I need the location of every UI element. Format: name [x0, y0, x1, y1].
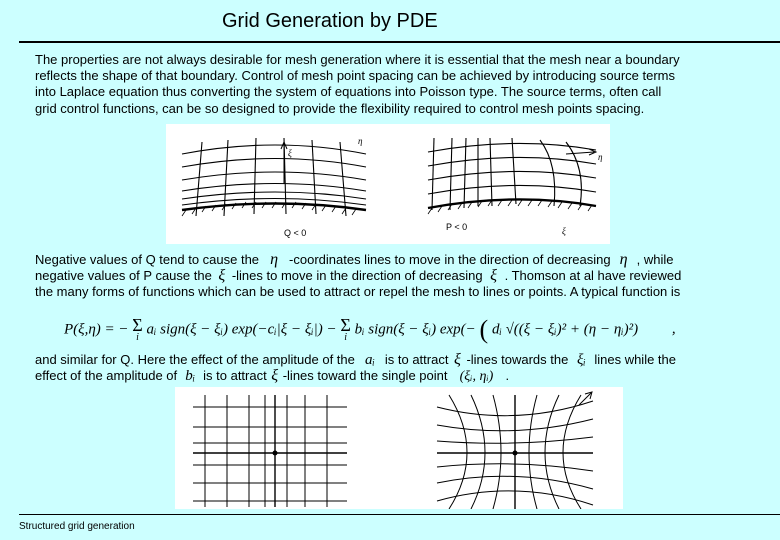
eta-label-right: η [598, 152, 603, 162]
xi-symbol: ξ [218, 267, 226, 285]
q-negative-label: Q < 0 [284, 228, 307, 238]
equation-p-function [64, 315, 676, 345]
eq-term-3: dᵢ √((ξ − ξᵢ)² + (η − ηᵢ)²) [491, 321, 639, 338]
para3-text: -lines towards the [466, 352, 569, 367]
eq-sum-2 [340, 317, 350, 343]
para3-text: and similar for Q. Here the effect of the amplitude of the [35, 352, 355, 367]
xi-symbol: ξ [490, 267, 497, 285]
xi-symbol: ξ [271, 367, 279, 385]
para3-text: . [505, 368, 510, 384]
attraction-point-right [513, 451, 518, 456]
footer-text: Structured grid generation [19, 521, 135, 532]
point-symbol: (ξᵢ, ηᵢ) [459, 369, 494, 385]
grid-line-attraction [193, 395, 347, 507]
intro-line: into Laplace equation thus converting the system of equations into Poisson type. The source terms, often call [35, 84, 662, 100]
eq-paren: ( [479, 315, 489, 344]
eq-sum-sign: Σ [340, 315, 351, 335]
para3-line-1 [35, 352, 676, 368]
xi-label-left: ξ [288, 148, 292, 158]
para2-line-2 [35, 268, 681, 284]
eta-symbol: η [270, 251, 278, 268]
attraction-point-left [273, 451, 278, 456]
eq-sum-index: i [136, 332, 139, 343]
eta-label-left: η [358, 136, 363, 146]
eq-sum-1 [132, 317, 142, 343]
intro-line: grid control functions, can be so designed to provide the flexibility required to control mesh points spacing. [35, 100, 645, 116]
xi-arrow-left [281, 142, 287, 184]
eq-term-1: aᵢ sign(ξ − ξᵢ) exp(−cᵢ|ξ − ξᵢ|) − [146, 321, 337, 338]
eq-tail: , [671, 321, 676, 338]
paragraph-amplitude [35, 352, 676, 385]
xi-label-right: ξ [562, 226, 566, 236]
top-divider [19, 41, 780, 43]
eq-lhs: P(ξ,η) = − [64, 321, 129, 338]
para2-text: . Thomson at al have reviewed [504, 268, 682, 284]
para2-line-1 [35, 252, 681, 268]
figure-attraction-grids [175, 387, 623, 509]
para2-text: -coordinates lines to move in the direction of decreasing [289, 252, 611, 267]
eq-term-2: bᵢ sign(ξ − ξᵢ) exp(− [354, 321, 476, 338]
para2-text: negative values of P cause the [35, 268, 212, 284]
figure-boundary-grids-svg [166, 124, 610, 244]
eq-sum-index: i [344, 332, 348, 343]
xi-symbol: ξ [454, 351, 461, 368]
figure-boundary-grids [166, 124, 610, 244]
page-title: Grid Generation by PDE [222, 10, 438, 32]
para3-text: is to attract [203, 368, 267, 384]
bottom-divider [19, 514, 780, 515]
para2-text: -lines to move in the direction of decreasing [231, 268, 483, 284]
eta-arrow-right [566, 149, 596, 155]
eq-sum-sign: Σ [132, 315, 143, 335]
p-negative-label: P < 0 [446, 222, 468, 232]
para3-text: effect of the amplitude of [35, 368, 178, 384]
figure-attraction-grids-svg [175, 387, 623, 509]
para3-text: -lines toward the single point [282, 368, 448, 384]
a-i-symbol: aᵢ [364, 352, 375, 368]
eta-symbol: η [619, 251, 628, 268]
para2-text: , while [636, 252, 674, 267]
paragraph-negative-values [35, 252, 681, 301]
para3-text: is to attract [384, 352, 449, 367]
grid-p-negative [428, 138, 596, 210]
b-i-symbol: bᵢ [185, 368, 196, 385]
xi-i-symbol: ξᵢ [576, 352, 586, 368]
para2-text: Negative values of Q tend to cause the [35, 252, 260, 267]
para2-line-3: the many forms of functions which can be used to attract or repel the mesh to lines or points. A typical function is [35, 284, 681, 300]
intro-paragraph [35, 52, 680, 117]
intro-line: The properties are not always desirable for mesh generation where it is essential that the mesh near a boundary [35, 52, 680, 67]
para3-line-2 [35, 368, 676, 385]
intro-line: reflects the shape of that boundary. Control of mesh point spacing can be achieved by introducing source terms [35, 68, 676, 84]
para3-text: lines while the [594, 352, 676, 367]
